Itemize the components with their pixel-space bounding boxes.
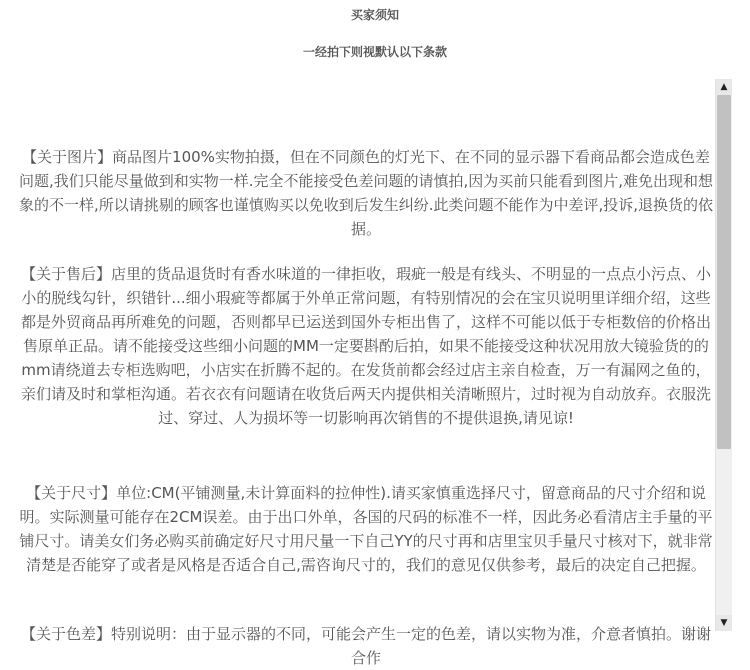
paragraph-about-pictures: 【关于图片】商品图片100%实物拍摄，但在不同颜色的灯光下、在不同的显示器下看商品都会造成色差问题,我们只能尽量做到和实物一样.完全不能接受色差问题的请慎拍,因为买前只能看到图片,难免出现和想象的不一样,所以请挑剔的顾客也谨慎购买以免收到后发生纠纷.此类问题不能作为中差评,投诉,退换货的依据。 (18, 148, 714, 238)
scroll-up-arrow-icon[interactable]: ▲ (716, 79, 732, 95)
scroll-down-arrow-icon[interactable]: ▼ (716, 615, 732, 631)
notice-title: 买家须知 (350, 8, 399, 22)
notice-scroll-area[interactable] (16, 79, 716, 667)
paragraph-about-size: 【关于尺寸】单位:CM(平铺测量,未计算面料的拉伸性).请买家慎重选择尺寸，留意商品的尺寸介绍和说明。实际测量可能存在2CM误差。由于出口外单，各国的尺码的标准不一样，因此务必看清店主手量的平铺尺寸。请美女们务必购买前确定好尺寸用尺量一下自己YY的尺寸再和店里宝贝手量尺寸核对下，就非常清楚是否能穿了或者是风格是否适合自己,需咨询尺寸的，我们的意见仅供参考，最后的决定自己把握。 (19, 484, 713, 574)
scrollbar-thumb[interactable] (717, 95, 731, 449)
paragraph-after-sales: 【关于售后】店里的货品退货时有香水味道的一律拒收，瑕疵一般是有线头、不明显的一点点小污点、小小的脱线勾针，织错针...细小瑕疵等都属于外单正常问题，有特别情况的会在宝贝说明里详细介绍，这些都是外贸商品再所难免的问题，否则都早已运送到国外专柜出售了，这样不可能以低于专柜数倍的价格出售原单正品。请不能接受这些细小问题的MM一定要斟酌后拍，如果不能接受这种状况用放大镜验货的的mm请绕道去专柜选购吧，小店实在折腾不起的。在发货前都会经过店主亲自检查，万一有漏网之鱼的，亲们请及时和掌柜沟通。若衣衣有问题请在收货后两天内提供相关清晰照片，过时视为自动放弃。衣服洗过、穿过、人为损坏等一切影响再次销售的不提供退换,请见谅! (20, 265, 711, 427)
vertical-scrollbar[interactable] (715, 79, 732, 631)
notice-subtitle: 一经拍下则视默认以下条款 (302, 45, 447, 59)
paragraph-cut-off: 【关于色差】特别说明：由于显示器的不同，可能会产生一定的色差，请以实物为准，介意者慎拍。谢谢合作 (20, 625, 711, 667)
